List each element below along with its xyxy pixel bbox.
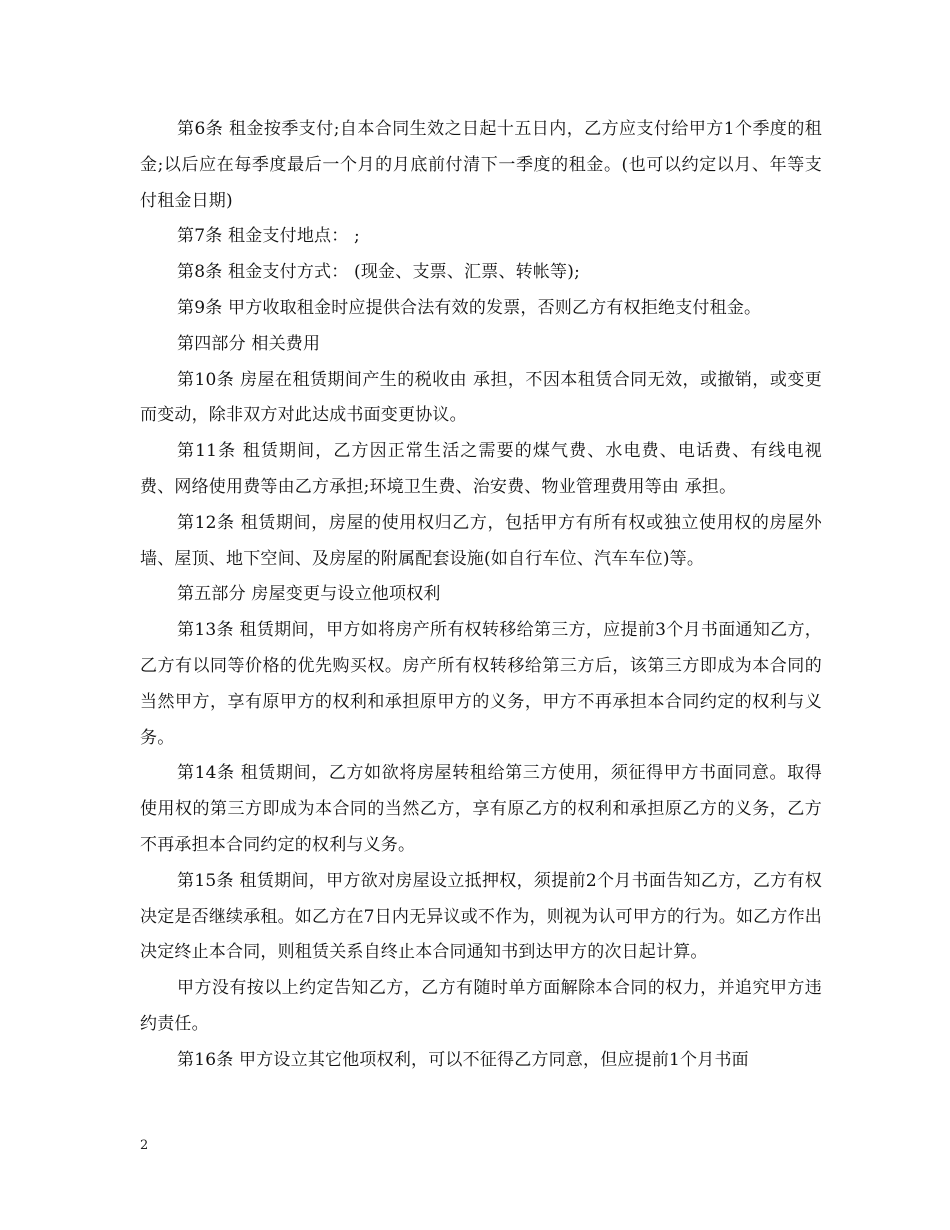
clause-8: 第8条 租金支付方式： (现金、支票、汇票、转帐等);	[177, 262, 581, 283]
section-heading-part-5: 第五部分 房屋变更与设立他项权利	[177, 584, 441, 605]
clause-12: 第12条 租赁期间，房屋的使用权归乙方，包括甲方有所有权或独立使用权的房屋外墙、屋顶、地下空间、及房屋的附属配套设施(如自行车位、汽车车位)等。	[140, 512, 822, 569]
clause-16: 第16条 甲方设立其它他项权利，可以不征得乙方同意，但应提前1个月书面	[177, 1049, 749, 1070]
clause-15: 第15条 租赁期间，甲方欲对房屋设立抵押权，须提前2个月书面告知乙方，乙方有权决定是否继续承租。如乙方在7日内无异议或不作为，则视为认可甲方的行为。如乙方作出决定终止本合同，则租赁关系自终止本合同通知书到达甲方的次日起计算。	[140, 870, 822, 963]
page-number: 2	[140, 1138, 149, 1153]
clause-7: 第7条 租金支付地点： ;	[177, 226, 360, 247]
contract-body	[140, 112, 822, 1079]
clause-15-supplement: 甲方没有按以上约定告知乙方，乙方有随时单方面解除本合同的权力，并追究甲方违约责任。	[140, 978, 822, 1034]
clause-10: 第10条 房屋在租赁期间产生的税收由 承担，不因本租赁合同无效，或撤销，或变更而变动，除非双方对此达成书面变更协议。	[140, 369, 822, 426]
clause-9: 第9条 甲方收取租金时应提供合法有效的发票，否则乙方有权拒绝支付租金。	[177, 297, 762, 318]
clause-6: 第6条 租金按季支付;自本合同生效之日起十五日内，乙方应支付给甲方1个季度的租金;以后应在每季度最后一个月的月底前付清下一季度的租金。(也可以约定以月、年等支付租金日期)	[140, 119, 822, 211]
clause-13: 第13条 租赁期间，甲方如将房产所有权转移给第三方，应提前3个月书面通知乙方，乙方有以同等价格的优先购买权。房产所有权转移给第三方后，该第三方即成为本合同的当然甲方，享有原甲方的权利和承担原甲方的义务，甲方不再承担本合同约定的权利与义务。	[140, 620, 822, 748]
clause-11: 第11条 租赁期间，乙方因正常生活之需要的煤气费、水电费、电话费、有线电视费、网络使用费等由乙方承担;环境卫生费、治安费、物业管理费用等由 承担。	[140, 441, 822, 497]
clause-14: 第14条 租赁期间，乙方如欲将房屋转租给第三方使用，须征得甲方书面同意。取得使用权的第三方即成为本合同的当然乙方，享有原乙方的权利和承担原乙方的义务，乙方不再承担本合同约定的权利与义务。	[140, 763, 822, 855]
section-heading-part-4: 第四部分 相关费用	[177, 333, 321, 354]
